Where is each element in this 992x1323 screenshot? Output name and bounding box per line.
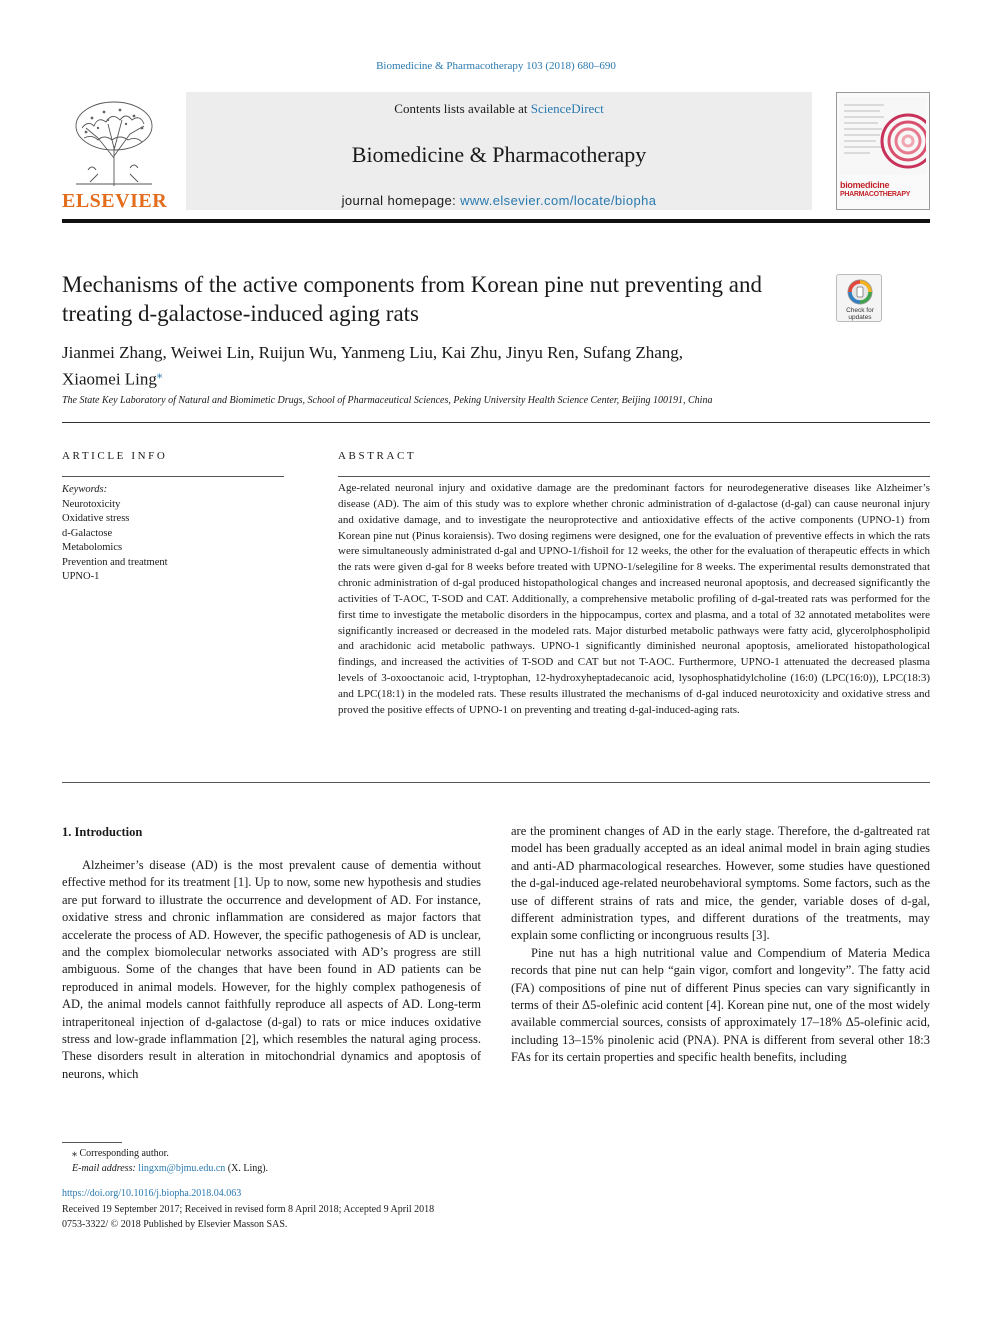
cover-title: biomedicine [840, 180, 890, 190]
publication-dates [62, 1203, 662, 1232]
elsevier-logo [62, 94, 168, 214]
header-rule [62, 219, 930, 223]
check-for-updates-label [837, 307, 883, 321]
intro-paragraph: Pine nut has a high nutritional value and Compendium of Materia Medica records that pine nut can help “gain vigor, comfort and longevity”. The fatty acid (FA) compositions of pine nut of different Pinus species can vary significantly in terms of their Δ5-olefinic acid content [4]. Korean pine nut, one of the most widely available commercial sources, consists of approximately 17–18% Δ5-olefinic acid, including 13–15% pinolenic acid (PNA). PNA is different from several other 18:3 FAs for its certain properties and specific health benefits, including [511, 945, 930, 1065]
intro-paragraph: Alzheimer’s disease (AD) is the most prevalent cause of dementia without effective method for its treatment [1]. Up to now, some new hypothesis and studies are put forward to illustrate the occurrence and development of AD. For instance, oxidative stress and chronic inflammation are considered as major factors that accelerate the process of AD. However, the specific pathogenesis of AD is unclear, and the complex biomolecular networks associated with AD’s progress are still ambiguous. Some of the changes that have been found in AD patients can be reproduced in animal models. However, for the highly complex pathogenesis of AD, the animal models cannot faithfully reproduce all aspects of AD. Long-term intraperitoneal injection of d-galactose (d-gal) to rats or mice induces oxidative stress and low-grade inflammation [2], which resembles the natural aging process. These disorders result in alteration in mitochondrial dynamics and apoptosis of neurons, which [62, 858, 481, 1081]
article-title: Mechanisms of the active components from Korean pine nut preventing and treating d-galactose-induced aging rats [62, 272, 763, 326]
keyword-item: Prevention and treatment [62, 556, 168, 568]
keyword-item: Oxidative stress [62, 513, 130, 524]
keyword-item: d-Galactose [62, 527, 113, 539]
cover-subtitle: PHARMACOTHERAPY [840, 191, 911, 198]
journal-banner [186, 92, 812, 210]
abstract-body: Age-related neuronal injury and oxidative damage are the predominant factors for neurodegenerative diseases like Alzheimer’s disease (AD). The aim of this study was to explore whether chronic administration of d-galactose (d-gal) can cause neuronal injury and oxidative damage, and to investigate the neuroprotective and antioxidative effects of the active components (UPNO-1) from Korean pine nut (Pinus koraiensis). Two dosing regimens were designed, one for the evaluation of preventive effects in which the rats were simultaneously administrated d-gal and UPNO-1/fishoil for 12 weeks, the other for the evaluation of therapeutic effects in which the rats were given d-gal for 8 weeks before treated with UPNO-1/selegiline for 8 weeks. The experimental results demonstrated that chronic administration of d-gal produced histopathological changes and increased neuronal apoptosis, and decreased significantly the activities of T-AOC, T-SOD and CAT. Additionally, a comprehensive metabolic profiling of d-gal-treated rats was performed for the first time to investigate the metabolic disorders in the hippocampus, cortex and plasma, and a total of 32 annotated metabolites were significantly increased or decreased in the modeled rats. Major disturbed metabolic pathways were fatty acid, glycerolphospholipid and arachidonic acid metabolic pathways. UPNO-1 significantly diminished neuronal apoptosis, ameliorated histopathological findings, and increased the activities of T-SOD and CAT but not T-AOC. Furthermore, UPNO-1 attenuated the decreased plasma levels of 3-oxooctanoic acid, l-tryptophan, 12-hydroxyheptadecanoic acid, lysophosphatidylcholine (16:0) (LPC(16:0)), LPC(18:3) and LPC(18:1) in the modeled rats. These results illustrated the mechanisms of d-gal induced neurotoxicity and oxidative stress and proved the positive effects of UPNO-1 on preventing and treating d-gal-induced-aging rats. [338, 482, 930, 716]
footnote [62, 1146, 482, 1176]
authors-line-2: Xiaomei Ling [62, 369, 157, 389]
check-for-updates-icon [846, 278, 874, 306]
introduction-heading: 1. Introduction [62, 825, 143, 839]
doi-link[interactable]: https://doi.org/10.1016/j.biopha.2018.04.063 [62, 1188, 242, 1199]
cover-art-icon [840, 97, 926, 175]
authors-line-1: Jianmei Zhang, Weiwei Lin, Ruijun Wu, Yanmeng Liu, Kai Zhu, Jinyu Ren, Sufang Zhang, [62, 343, 684, 362]
keywords-heading: Keywords: [62, 484, 108, 495]
journal-title: Biomedicine & Pharmacotherapy [351, 142, 647, 167]
abstract-rule [338, 476, 930, 477]
contents-prefix: Contents lists available at [394, 101, 531, 116]
keyword-item: UPNO-1 [62, 571, 100, 582]
homepage-line [186, 193, 812, 208]
elsevier-tree-icon [68, 98, 160, 188]
keywords-block [62, 483, 292, 585]
received-dates: Received 19 September 2017; Received in revised form 8 April 2018; Accepted 9 April 2018 [62, 1204, 435, 1215]
journal-citation[interactable]: Biomedicine & Pharmacotherapy 103 (2018) 680–690 [376, 60, 616, 72]
author-list [62, 341, 822, 391]
check-for-updates-button[interactable] [836, 274, 882, 322]
homepage-link[interactable]: www.elsevier.com/locate/biopha [460, 193, 657, 208]
article-info-rule [62, 476, 284, 477]
email-line [62, 1161, 482, 1176]
email-owner: (X. Ling). [227, 1163, 269, 1174]
body-column-right [511, 823, 930, 1067]
abstract-heading: ABSTRACT [338, 450, 417, 462]
abstract-end-rule [62, 782, 930, 783]
body-column-left [62, 857, 481, 1083]
keyword-item: Neurotoxicity [62, 498, 121, 510]
affiliation: The State Key Laboratory of Natural and Biomimetic Drugs, School of Pharmaceutical Sciences, Peking University Health Science Center, Beijing 100191, China [62, 395, 713, 406]
intro-paragraph: are the prominent changes of AD in the early stage. Therefore, the d-galtreated rat model has been gradually accepted as an ideal animal model in brain aging studies and anti-AD pharmacological researches. However, some studies have questioned the d-gal-induced age-related neurobehavioral symptoms. Some factors, such as the use of different strains of rats and mice, the gender, variable doses of d-gal, different administration types, and different durations of the treatments, may explain some conflicting or incongruous results [3]. [511, 824, 930, 943]
journal-cover[interactable] [836, 92, 930, 210]
check-updates-line-1: Check for [846, 307, 874, 314]
keyword-item: Metabolomics [62, 542, 123, 553]
copyright-line: 0753-3322/ © 2018 Published by Elsevier Masson SAS. [62, 1218, 288, 1230]
corresponding-author-note: ⁎ Corresponding author. [72, 1148, 169, 1159]
sciencedirect-link[interactable]: ScienceDirect [530, 101, 604, 116]
email-label: E-mail address: [72, 1163, 136, 1174]
affiliation-rule [62, 422, 930, 423]
elsevier-wordmark: ELSEVIER [62, 190, 168, 212]
email-link[interactable]: lingxm@bjmu.edu.cn [138, 1163, 226, 1174]
homepage-prefix: journal homepage: [341, 193, 461, 208]
footnote-rule [62, 1142, 122, 1143]
article-info-heading: ARTICLE INFO [62, 450, 168, 462]
corresponding-author-mark[interactable]: ⁎ [156, 369, 163, 381]
contents-line [186, 101, 812, 117]
check-updates-line-2: updates [848, 314, 872, 321]
